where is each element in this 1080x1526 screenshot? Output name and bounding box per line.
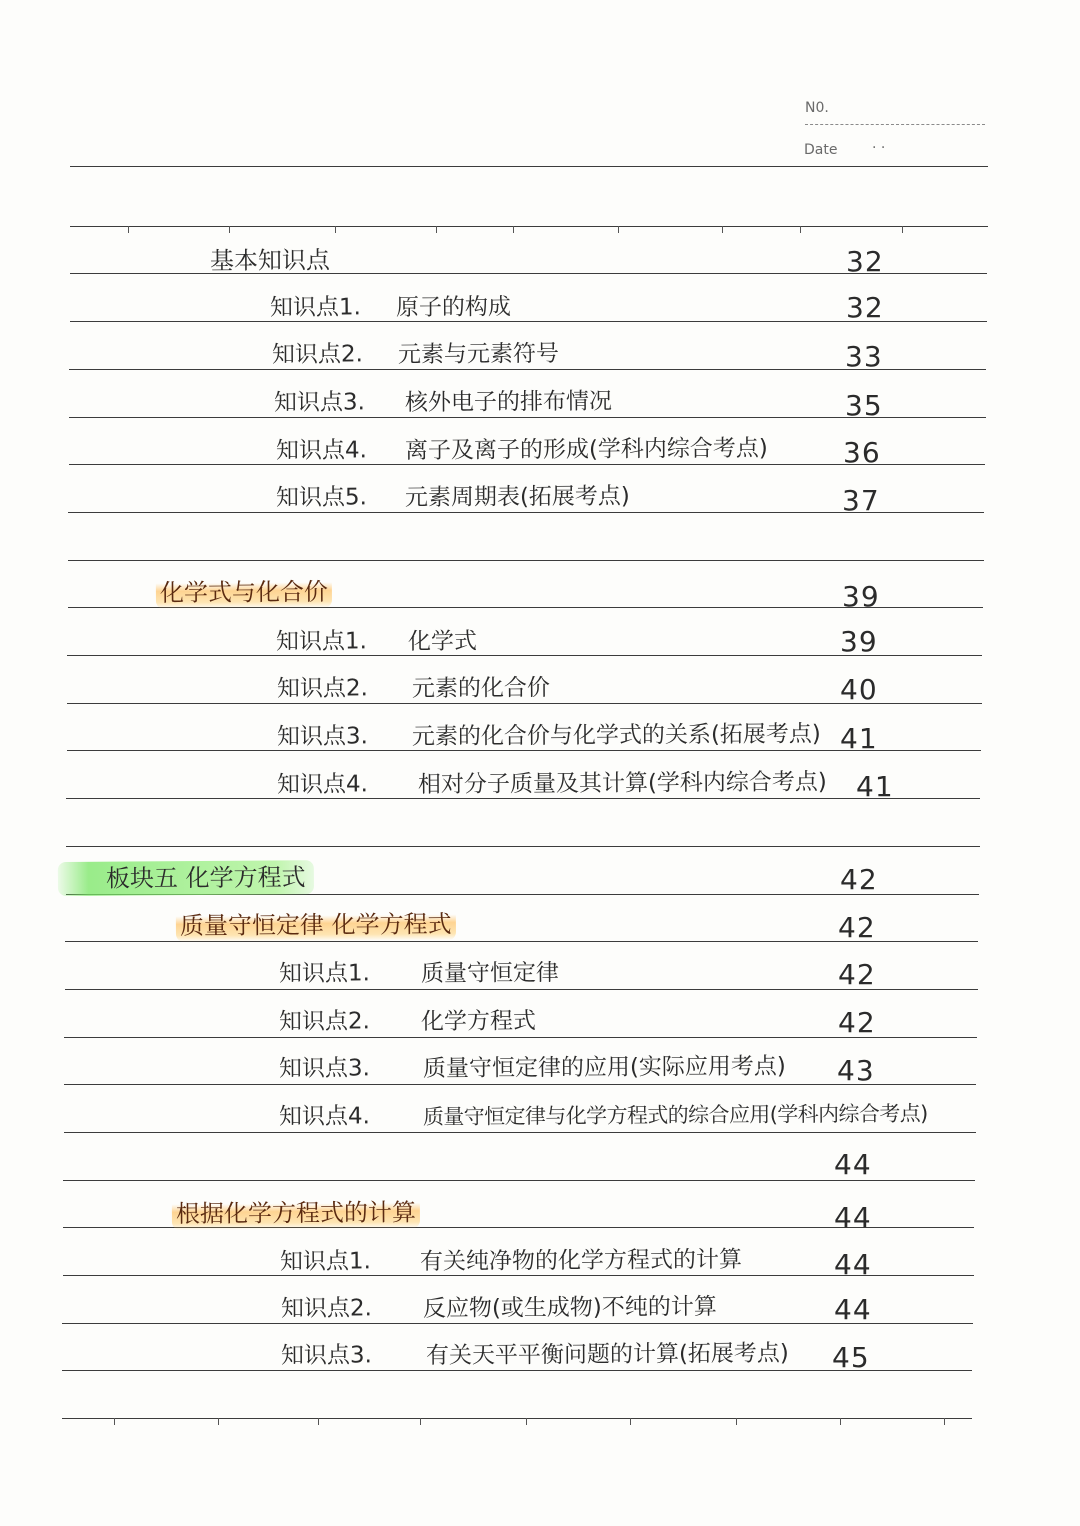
toc-item-title: 相对分子质量及其计算(学科内综合考点) xyxy=(417,769,827,798)
toc-page-number: 43 xyxy=(837,1054,875,1087)
toc-item-title: 元素的化合价 xyxy=(411,675,551,702)
ruler-tick xyxy=(436,226,437,233)
number-dashed-line xyxy=(805,124,985,125)
ruler-tick xyxy=(335,226,336,233)
toc-page-number: 44 xyxy=(834,1201,872,1234)
ruler-tick xyxy=(526,1418,527,1425)
green-highlight: 板块五 化学方程式 xyxy=(58,860,314,896)
toc-page-number: 40 xyxy=(840,673,878,706)
ruled-line xyxy=(62,1418,972,1419)
ruler-tick xyxy=(420,1418,421,1425)
toc-item-label: 知识点2. xyxy=(271,341,363,368)
toc-section-title xyxy=(156,577,332,607)
toc-page-number: 33 xyxy=(845,340,883,373)
toc-item-label: 知识点1. xyxy=(269,294,361,321)
toc-item-label: 知识点2. xyxy=(278,1008,370,1035)
toc-item-title: 元素与元素符号 xyxy=(397,340,560,368)
ruler-tick xyxy=(114,1418,115,1425)
toc-item-label: 知识点4. xyxy=(278,1103,370,1130)
toc-section-title xyxy=(172,1200,420,1226)
ruled-line xyxy=(66,798,980,799)
date-label: Date xyxy=(804,142,838,158)
toc-item-title: 核外电子的排布情况 xyxy=(404,388,613,416)
toc-page-number: 41 xyxy=(856,770,894,803)
toc-page-number: 45 xyxy=(832,1341,870,1374)
toc-page-number: 44 xyxy=(834,1148,872,1181)
ruler-tick xyxy=(840,1418,841,1425)
toc-item-title: 质量守恒定律与化学方程式的综合应用(学科内综合考点) xyxy=(422,1101,928,1129)
ruler-tick xyxy=(736,1418,737,1425)
toc-page-number: 42 xyxy=(838,1006,876,1039)
toc-item-label: 知识点4. xyxy=(276,771,368,798)
toc-page-number: 35 xyxy=(845,389,883,422)
ruler-tick xyxy=(618,226,619,233)
toc-item-label: 知识点3. xyxy=(278,1055,370,1082)
toc-item-title: 有关纯净物的化学方程式的计算 xyxy=(419,1246,742,1275)
ruled-line xyxy=(68,560,984,561)
toc-page-number: 39 xyxy=(842,580,880,613)
toc-item-title: 反应物(或生成物)不纯的计算 xyxy=(422,1293,717,1322)
toc-item-label: 知识点3. xyxy=(273,389,365,416)
ruler-tick xyxy=(630,1418,631,1425)
ruled-line xyxy=(66,846,980,847)
toc-page-number: 42 xyxy=(840,863,878,896)
toc-part-title xyxy=(58,865,314,891)
toc-item-label: 知识点4. xyxy=(275,437,367,464)
toc-item-title: 质量守恒定律 xyxy=(420,960,560,987)
toc-item-title: 离子及离子的形成(学科内综合考点) xyxy=(404,435,768,464)
ruled-line xyxy=(70,226,988,227)
toc-page-number: 42 xyxy=(838,911,876,944)
toc-page-number: 32 xyxy=(846,291,884,324)
toc-item-label: 知识点3. xyxy=(276,723,368,750)
toc-section-title: 基本知识点 xyxy=(209,246,331,275)
ruler-tick xyxy=(944,1418,945,1425)
toc-item-label: 知识点1. xyxy=(275,628,367,655)
toc-item-title: 元素的化合价与化学式的关系(拓展考点) xyxy=(411,721,821,750)
toc-item-title: 原子的构成 xyxy=(395,294,512,321)
toc-item-title: 化学式 xyxy=(407,628,478,655)
ruled-line xyxy=(70,166,988,167)
ruler-tick xyxy=(218,1418,219,1425)
ruler-tick xyxy=(128,226,129,233)
toc-section-title xyxy=(176,912,456,938)
toc-page-number: 42 xyxy=(838,958,876,991)
ruler-tick xyxy=(229,226,230,233)
number-label: N0. xyxy=(805,100,829,116)
ruler-tick xyxy=(902,226,903,233)
toc-page-number: 39 xyxy=(840,625,878,658)
toc-item-title: 质量守恒定律的应用(实际应用考点) xyxy=(422,1053,786,1082)
toc-item-label: 知识点3. xyxy=(280,1342,372,1369)
toc-item-label: 知识点2. xyxy=(276,675,368,702)
date-dots: · · xyxy=(872,140,886,156)
toc-item-label: 知识点2. xyxy=(280,1295,372,1322)
ruler-tick xyxy=(513,226,514,233)
ruled-line xyxy=(64,1132,976,1133)
toc-page-number: 32 xyxy=(846,245,884,278)
orange-highlight: 质量守恒定律 化学方程式 xyxy=(176,908,456,942)
ruler-tick xyxy=(722,226,723,233)
toc-page-number: 41 xyxy=(840,722,878,755)
toc-item-title: 化学方程式 xyxy=(420,1008,537,1035)
ruler-tick xyxy=(318,1418,319,1425)
orange-highlight: 化学式与化合价 xyxy=(156,576,332,609)
ruler-tick xyxy=(800,226,801,233)
toc-item-label: 知识点1. xyxy=(278,960,370,987)
toc-page-number: 44 xyxy=(834,1248,872,1281)
toc-item-title: 有关天平平衡问题的计算(拓展考点) xyxy=(425,1340,789,1369)
toc-item-label: 知识点5. xyxy=(275,484,367,511)
toc-item-title: 元素周期表(拓展考点) xyxy=(404,483,630,511)
toc-item-label: 知识点1. xyxy=(279,1248,371,1275)
toc-page-number: 37 xyxy=(842,484,880,517)
toc-page-number: 44 xyxy=(834,1293,872,1326)
toc-page-number: 36 xyxy=(843,436,881,469)
orange-highlight: 根据化学方程式的计算 xyxy=(172,1196,420,1230)
